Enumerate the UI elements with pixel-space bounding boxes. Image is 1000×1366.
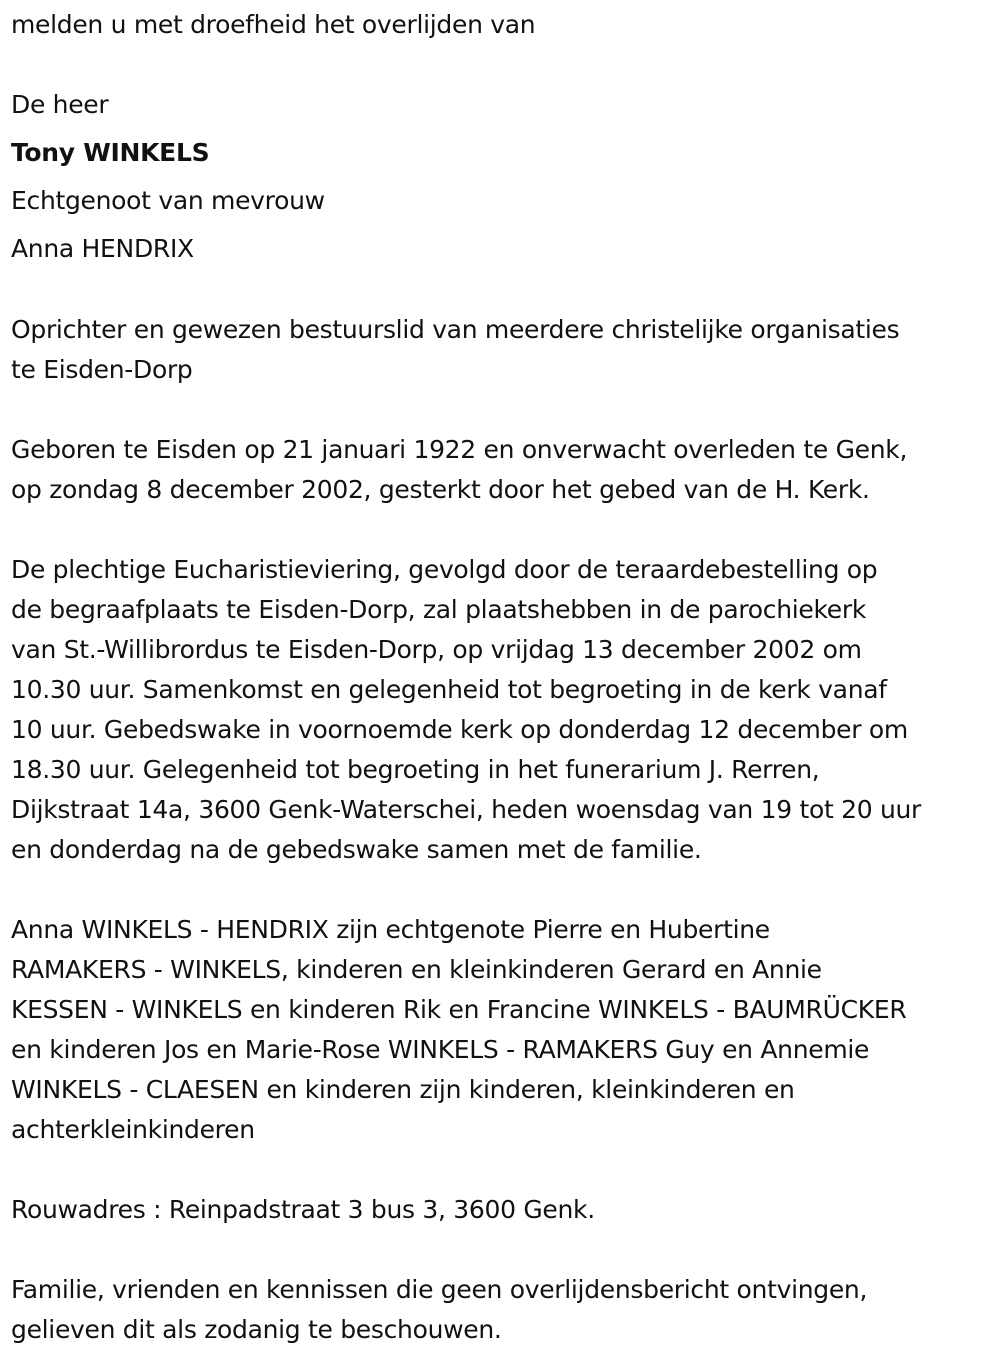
closing-line: gelieven dit als zodanig te beschouwen.	[11, 1315, 502, 1344]
intro-text: melden u met droefheid het overlijden van	[11, 10, 536, 39]
closing-line: Familie, vrienden en kennissen die geen overlijdensbericht ontvingen,	[11, 1275, 868, 1304]
service-line: 10.30 uur. Samenkomst en gelegenheid tot begroeting in de kerk vanaf	[11, 675, 887, 704]
service-line: en donderdag na de gebedswake samen met de familie.	[11, 835, 702, 864]
founder-line: te Eisden-Dorp	[11, 355, 193, 384]
title-prefix: De heer	[11, 90, 109, 119]
family-line: Anna WINKELS - HENDRIX zijn echtgenote Pierre en Hubertine	[11, 915, 770, 944]
service-line: 10 uur. Gebedswake in voornoemde kerk op donderdag 12 december om	[11, 715, 908, 744]
spouse-line-2: Anna HENDRIX	[11, 234, 194, 263]
service-line: Dijkstraat 14a, 3600 Genk-Waterschei, heden woensdag van 19 tot 20 uur	[11, 795, 922, 824]
mourning-address-paragraph	[11, 1190, 595, 1230]
spouse-line-1: Echtgenoot van mevrouw	[11, 186, 325, 215]
service-line: De plechtige Eucharistieviering, gevolgd door de teraardebestelling op	[11, 555, 878, 584]
birth-death-line: op zondag 8 december 2002, gesterkt door het gebed van de H. Kerk.	[11, 475, 870, 504]
deceased-name: Tony WINKELS	[11, 138, 210, 167]
family-paragraph	[11, 910, 906, 1150]
funeral-service-paragraph	[11, 550, 921, 870]
birth-death-paragraph	[11, 430, 907, 510]
founder-paragraph	[11, 310, 899, 390]
closing-paragraph	[11, 1270, 867, 1350]
founder-line: Oprichter en gewezen bestuurslid van meerdere christelijke organisaties	[11, 315, 900, 344]
mourning-address: Rouwadres : Reinpadstraat 3 bus 3, 3600 Genk.	[11, 1195, 595, 1224]
service-line: 18.30 uur. Gelegenheid tot begroeting in het funerarium J. Rerren,	[11, 755, 820, 784]
family-line: en kinderen Jos en Marie-Rose WINKELS - RAMAKERS Guy en Annemie	[11, 1035, 870, 1064]
family-line: WINKELS - CLAESEN en kinderen zijn kinderen, kleinkinderen en	[11, 1075, 795, 1104]
birth-death-line: Geboren te Eisden op 21 januari 1922 en onverwacht overleden te Genk,	[11, 435, 908, 464]
service-line: van St.-Willibrordus te Eisden-Dorp, op vrijdag 13 december 2002 om	[11, 635, 862, 664]
family-line: KESSEN - WINKELS en kinderen Rik en Francine WINKELS - BAUMRÜCKER	[11, 995, 907, 1024]
family-line: RAMAKERS - WINKELS, kinderen en kleinkinderen Gerard en Annie	[11, 955, 822, 984]
family-line: achterkleinkinderen	[11, 1115, 255, 1144]
service-line: de begraafplaats te Eisden-Dorp, zal plaatshebben in de parochiekerk	[11, 595, 867, 624]
